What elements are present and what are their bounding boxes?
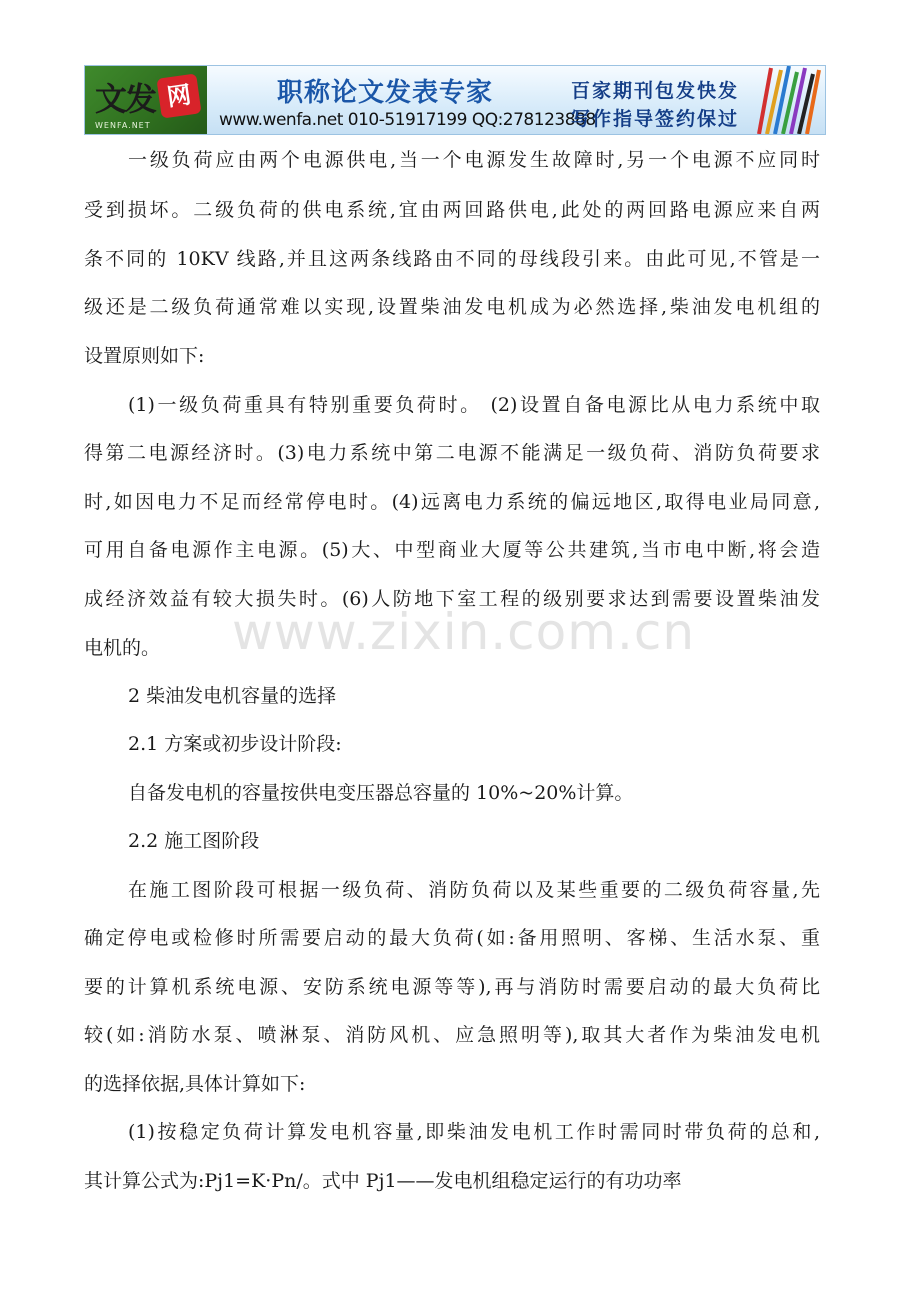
banner-slogan-2: 写作指导签约保过 [571,108,740,130]
header-banner [84,65,826,135]
text-line: 电机的。 [84,637,161,659]
wenfa-logo[interactable] [85,66,207,134]
text-line: 时,如因电力不足而经常停电时。(4)远离电力系统的偏远地区,取得电业局同意, [84,491,820,513]
text-line: 可用自备电源作主电源。(5)大、中型商业大厦等公共建筑,当市电中断,将会造 [84,539,820,561]
text-line: (1)一级负荷重具有特别重要负荷时。 (2)设置自备电源比从电力系统中取 [128,394,820,416]
text-line: 其计算公式为:Pj1=K·Pn/。式中 Pj1——发电机组稳定运行的有功功率 [84,1170,682,1192]
text-line: 成经济效益有较大损失时。(6)人防地下室工程的级别要求达到需要设置柴油发 [84,588,820,610]
section-heading: 2.1 方案或初步设计阶段: [128,733,342,755]
text-line: 受到损坏。二级负荷的供电系统,宜由两回路供电,此处的两回路电源应来自两 [84,199,820,221]
text-line: 在施工图阶段可根据一级负荷、消防负荷以及某些重要的二级负荷容量,先 [128,879,820,901]
banner-slogan-1: 百家期刊包发快发 [571,80,740,102]
text-line: 要的计算机系统电源、安防系统电源等等),再与消防时需要启动的最大负荷比 [84,976,820,998]
section-heading: 2 柴油发电机容量的选择 [128,685,337,707]
logo-subtext: WENFA.NET [95,121,151,130]
text-line: 设置原则如下: [84,345,205,367]
banner-contact: www.wenfa.net 010-51917199 QQ:278123888 [219,110,596,130]
text-line: 一级负荷应由两个电源供电,当一个电源发生故障时,另一个电源不应同时 [128,149,820,171]
text-line: 级还是二级负荷通常难以实现,设置柴油发电机成为必然选择,柴油发电机组的 [84,296,820,318]
text-line: 较(如:消防水泵、喷淋泵、消防风机、应急照明等),取其大者作为柴油发电机 [84,1024,820,1046]
banner-title: 职称论文发表专家 [277,78,494,108]
section-heading: 2.2 施工图阶段 [128,830,260,852]
text-line: 自备发电机的容量按供电变压器总容量的 10%~20%计算。 [128,782,634,804]
text-line: 得第二电源经济时。(3)电力系统中第二电源不能满足一级负荷、消防负荷要求 [84,442,820,464]
text-line: (1)按稳定负荷计算发电机容量,即柴油发电机工作时需同时带负荷的总和, [128,1121,820,1143]
pens-icon [749,66,821,134]
text-line: 确定停电或检修时所需要启动的最大负荷(如:备用照明、客梯、生活水泵、重 [84,927,820,949]
logo-mark: 网 [156,73,201,118]
text-line: 的选择依据,具体计算如下: [84,1073,306,1095]
logo-text: 文发 [95,80,156,118]
text-line: 条不同的 10KV 线路,并且这两条线路由不同的母线段引来。由此可见,不管是一 [84,248,820,270]
watermark: www.zixin.com.cn [232,603,696,661]
